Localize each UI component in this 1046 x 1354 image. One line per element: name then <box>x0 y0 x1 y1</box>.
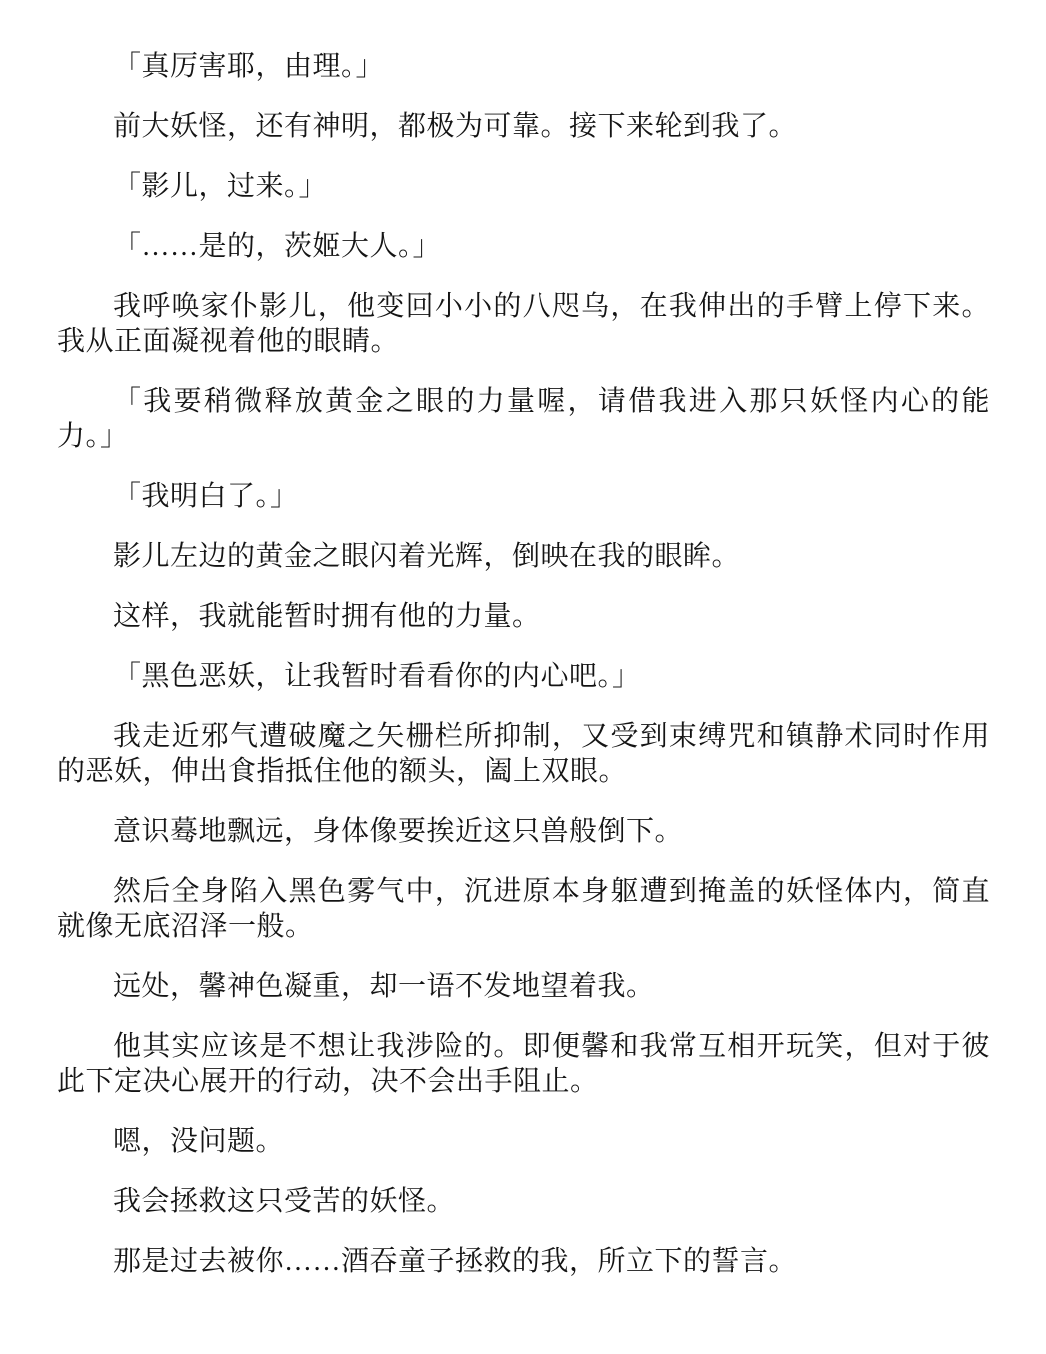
paragraph: 「影儿，过来。」 <box>113 171 328 202</box>
paragraph: 我呼唤家仆影儿，他变回小小的八咫乌，在我伸出的手臂上停下来。我从正面凝视着他的眼睛。 <box>57 291 990 357</box>
paragraph: 前大妖怪，还有神明，都极为可靠。接下来轮到我了。 <box>113 111 798 142</box>
paragraph: 影儿左边的黄金之眼闪着光辉，倒映在我的眼眸。 <box>113 541 741 572</box>
paragraph: 「我要稍微释放黄金之眼的力量喔，请借我进入那只妖怪内心的能力。」 <box>57 386 990 452</box>
paragraph: 意识蓦地飘远，身体像要挨近这只兽般倒下。 <box>113 816 684 847</box>
paragraph: 「……是的，茨姬大人。」 <box>113 231 442 262</box>
paragraph: 我走近邪气遭破魔之矢栅栏所抑制，又受到束缚咒和镇静术同时作用的恶妖，伸出食指抵住他的额头，阖上双眼。 <box>57 721 990 787</box>
paragraph: 我会拯救这只受苦的妖怪。 <box>113 1186 456 1217</box>
paragraph: 「真厉害耶，由理。」 <box>113 51 385 82</box>
text-body <box>57 49 990 1279</box>
paragraph: 他其实应该是不想让我涉险的。即便馨和我常互相开玩笑，但对于彼此下定决心展开的行动，决不会出手阻止。 <box>57 1031 990 1097</box>
paragraph: 那是过去被你……酒吞童子拯救的我，所立下的誓言。 <box>113 1246 798 1277</box>
paragraph: 这样，我就能暂时拥有他的力量。 <box>113 601 541 632</box>
paragraph: 嗯，没问题。 <box>113 1126 285 1157</box>
paragraph: 「黑色恶妖，让我暂时看看你的内心吧。」 <box>113 661 641 692</box>
paragraph: 然后全身陷入黑色雾气中，沉进原本身躯遭到掩盖的妖怪体内，简直就像无底沼泽一般。 <box>57 876 990 942</box>
paragraph: 「我明白了。」 <box>113 481 299 512</box>
paragraph: 远处，馨神色凝重，却一语不发地望着我。 <box>113 971 655 1002</box>
